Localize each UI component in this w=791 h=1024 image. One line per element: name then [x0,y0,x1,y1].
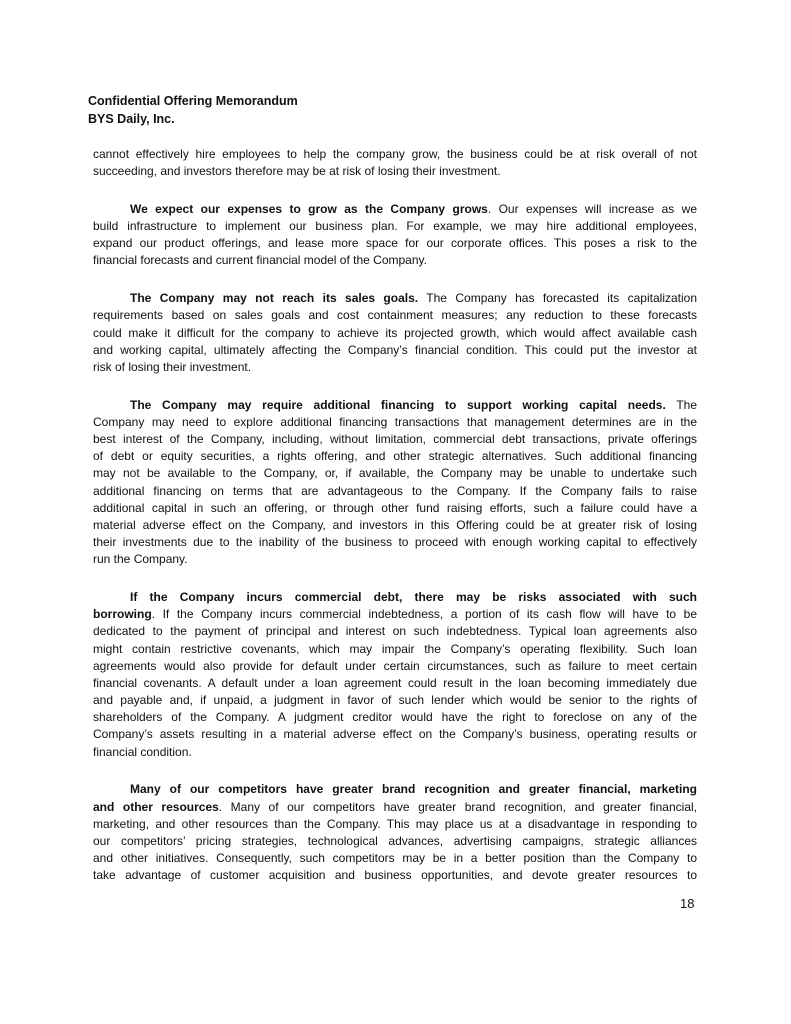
text-line [93,850,697,867]
body-text: and payable and, if unpaid, a judgment in favor of such lender which would be senior to the rights of [93,693,697,708]
text-line [93,163,697,180]
risk-paragraph [93,589,697,761]
body-text: financial condition. [93,744,192,759]
body-text: . Our expenses will increase as we [487,201,697,216]
body-text: Company may need to explore additional financing transactions that management determines are in the [93,414,697,429]
bold-heading-text: and other resources [93,799,219,814]
bold-heading-text: The Company may not reach its sales goals. [130,291,419,306]
body-text: their investments due to the inability of the business to proceed with enough working capital to effectively [93,535,697,550]
body-text: . If the Company incurs commercial indebtedness, a portion of its cash flow will have to be [151,607,697,622]
body-text: requirements based on sales goals and cost containment measures; any reduction to these forecasts [93,308,697,323]
text-line [93,359,697,376]
text-line [93,709,697,726]
bold-heading-text: borrowing [93,607,152,622]
text-line [93,500,697,517]
text-line [93,307,697,324]
body-text: succeeding, and investors therefore may be at risk of losing their investment. [93,164,501,179]
risk-paragraph [93,397,697,569]
text-line [93,744,697,761]
body-text: best interest of the Company, including, without limitation, commercial debt transactions, private offerings [93,431,697,446]
header-title: Confidential Offering Memorandum [88,94,298,108]
text-line [93,235,697,252]
body-text: cannot effectively hire employees to help the company grow, the business could be at risk overall of not [93,147,697,161]
text-line [93,833,697,850]
page-number: 18 [680,896,695,911]
body-text: financial covenants. A default under a loan agreement could result in the loan becoming immediately due [93,675,697,690]
text-line [93,517,697,534]
body-text: additional financing on terms that are advantageous to the Company. If the Company fails to raise [93,483,697,498]
body-text: shareholders of the Company. A judgment creditor would have the right to foreclose on any of the [93,710,697,725]
text-line [93,551,697,568]
body-text: our competitors’ pricing strategies, technological advances, advertising campaigns, strategic alliances [93,833,697,848]
body-text: . Many of our competitors have greater brand recognition, and greater financial, [218,799,697,814]
text-line [93,465,697,482]
body-text: The Company has forecasted its capitalization [418,291,698,306]
body-text: expand our product offerings, and lease more space for our corporate offices. This poses a risk to the [93,236,697,251]
text-line [93,483,697,500]
text-line [93,325,697,342]
body-text: additional capital in such an offering, or through other fund raising efforts, such a failure could have a [93,500,697,515]
body-text: agreements would also provide for default under certain circumstances, such as failure to meet certain [93,658,697,673]
body-text: may not be available to the Company, or, if available, the Company may be unable to undertake such [93,466,697,481]
text-line [93,290,697,307]
text-line [93,589,697,606]
body-text: risk of losing their investment. [93,359,252,374]
text-line [93,781,697,798]
bold-heading-text: Many of our competitors have greater brand recognition and greater financial, marketing [130,782,697,797]
body-text: dedicated to the payment of principal and interest on such indebtedness. Typical loan agreements also [93,624,697,639]
text-line [93,201,697,218]
body-text: The [665,397,697,412]
text-line [93,726,697,743]
body-text: might contain restrictive covenants, which may impair the Company’s operating flexibility. Such loan [93,641,697,656]
text-line [93,692,697,709]
text-line [93,675,697,692]
text-line [93,448,697,465]
text-line [93,397,697,414]
risk-paragraph [93,290,697,376]
text-line [93,252,697,269]
body-text: and working capital, ultimately affecting the Company’s financial condition. This could put the investor at [93,342,697,357]
body-text: build infrastructure to implement our business plan. For example, we may hire additional employees, [93,219,697,234]
text-line [93,816,697,833]
text-line [93,658,697,675]
risk-paragraph [93,201,697,270]
body-text: could make it difficult for the company to achieve its projected growth, which would affect available cash [93,325,697,340]
body-text: Company’s assets resulting in a material adverse effect on the Company’s business, operating results or [93,727,697,742]
document-body [93,146,697,905]
text-line [93,641,697,658]
bold-heading-text: We expect our expenses to grow as the Company grows [130,201,488,216]
text-line [93,606,697,623]
text-line [93,218,697,235]
header-company: BYS Daily, Inc. [88,112,175,126]
body-text: and other initiatives. Consequently, such competitors may be in a better position than the Company to [93,851,697,866]
body-text: material adverse effect on the Company, and investors in this Offering could be at greater risk of losing [93,517,697,532]
text-line [93,431,697,448]
text-line [93,414,697,431]
text-line [93,867,697,884]
body-text: marketing, and other resources than the Company. This may place us at a disadvantage in responding to [93,816,697,831]
body-text: run the Company. [93,552,188,567]
text-line [93,146,697,163]
body-text: of debt or equity securities, a rights offering, and other strategic alternatives. Such additional financing [93,449,697,464]
text-line [93,799,697,816]
risk-paragraph [93,146,697,180]
body-text: financial forecasts and current financial model of the Company. [93,253,427,268]
document-header [88,92,298,128]
risk-paragraph [93,781,697,884]
body-text: take advantage of customer acquisition and business opportunities, and devote greater resources to [93,868,697,883]
text-line [93,623,697,640]
text-line [93,534,697,551]
bold-heading-text: The Company may require additional financing to support working capital needs. [130,397,666,412]
bold-heading-text: If the Company incurs commercial debt, there may be risks associated with such [130,589,697,604]
text-line [93,342,697,359]
